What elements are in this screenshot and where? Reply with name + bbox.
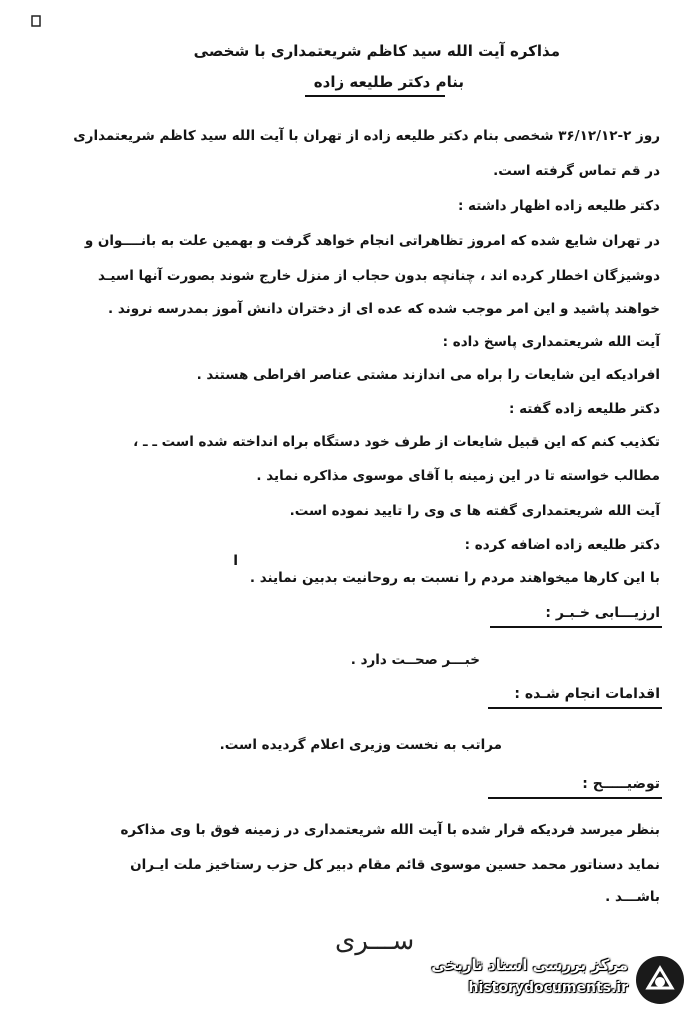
watermark-logo	[416, 952, 686, 1008]
body-line-14: با این کارها میخواهند مردم را نسبت به روحانیت بدبین نمایند .	[249, 570, 660, 586]
watermark-url: historydocuments.ir	[468, 980, 628, 996]
watermark-name: مرکز بررسی اسناد تاریخی	[431, 956, 628, 974]
corner-mark	[30, 14, 42, 28]
explanation-heading: توضیـــــح :	[582, 776, 660, 792]
body-line-5: دوشیزگان اخطار کرده اند ، چنانچه بدون حجاب از منزل خارج شوند بصورت آنها اسیـد	[98, 268, 660, 284]
body-line-8: افرادیکه این شایعات را براه می اندازند مشتی عناصر افراطی هستند .	[196, 367, 660, 383]
assessment-heading: ارزیـــابی خـبـر :	[545, 605, 660, 621]
body-line-13: دکتر طلیعه زاده اضافه کرده :	[464, 537, 660, 553]
body-line-7: آیت الله شریعتمداری پاسخ داده :	[442, 334, 660, 350]
explanation-underline	[488, 797, 662, 799]
document-title: مذاکره آیت الله سید کاظم شریعتمداری با شخصی	[193, 42, 560, 60]
body-line-2: در قم تماس گرفته است.	[493, 163, 660, 179]
subtitle-underline	[305, 95, 445, 97]
body-line-6: خواهند پاشید و این امر موجب شده که عده ای از دختران دانش آموز بمدرسه نروند .	[108, 301, 660, 317]
actions-text: مراتب به نخست وزیری اعلام گردیده است.	[219, 737, 502, 753]
body-line-10: تکذیب کنم که این قبیل شایعات از طرف خود دستگاه براه انداخته شده است ـ ـ ،	[133, 434, 660, 450]
body-line-11: مطالب خواسته تا در این زمینه با آقای موسوی مذاکره نماید .	[256, 468, 660, 484]
actions-underline	[488, 707, 662, 709]
explanation-line-2: نماید دسناتور محمد حسین موسوی قائم مقام دبیر کل حزب رستاخیز ملت ایـران	[130, 857, 660, 873]
body-line-1: روز ۲-۳۶/۱۲/۱۲ شخصی بنام دکتر طلیعه زاده از تهران با آیت الله سید کاظم شریعتمداری	[73, 128, 660, 144]
body-line-4: در تهران شایع شده که امروز تظاهراتی انجام خواهد گرفت و بهمین علت به بانــــوان و	[84, 233, 660, 249]
assessment-underline	[490, 626, 662, 628]
explanation-line-3: باشـــد .	[605, 889, 660, 905]
explanation-line-1: بنظر میرسد فردیکه قرار شده با آیت الله شریعتمداری در زمینه فوق با وی مذاکره	[120, 822, 660, 838]
archive-logo-icon	[634, 954, 686, 1006]
body-line-9: دکتر طلیعه زاده گفته :	[509, 401, 660, 417]
body-line-12: آیت الله شریعتمداری گفته ها ی وی را تایید نموده است.	[289, 503, 660, 519]
actions-heading: اقدامات انجام شـده :	[514, 686, 660, 702]
document-subtitle: بنام دکتر طلیعه زاده	[313, 73, 464, 91]
small-mark: ا	[233, 553, 238, 569]
secret-stamp: ســـری	[335, 926, 415, 956]
assessment-text: خبـــر صحــت دارد .	[350, 652, 480, 668]
body-line-3: دکتر طلیعه زاده اظهار داشته :	[457, 198, 660, 214]
